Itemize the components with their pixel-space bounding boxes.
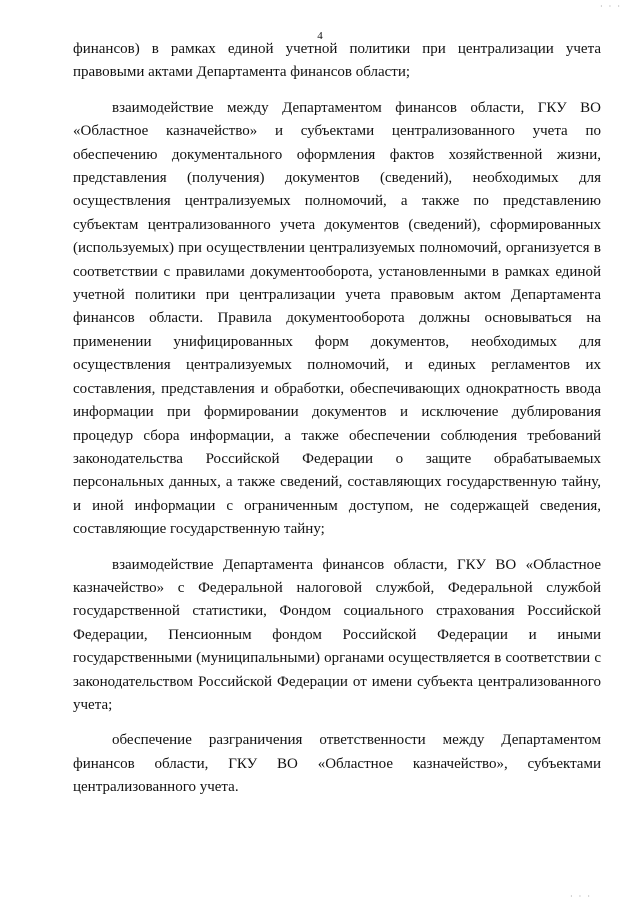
paragraph-gap bbox=[73, 717, 601, 729]
paragraph-document-flow: взаимодействие между Департаментом финансов области, ГКУ ВО «Областное казначейство» и субъектами централизованного учета по обеспечению документального оформления фактов хозяйственной жизни, представления (получения) документов (сведений), необходимых для осуществления централизуемых полномочий, а также по представлению субъектам централизованного учета документов (сведений), сформированных (используемых) при осуществлении централизуемых полномочий, организуется в соответствии с правилами документооборота, установленными в рамках единой учетной политики при централизации учета правовым актом Департамента финансов области. Правила документооборота должны основываться на применении унифицированных форм документов, необходимых для осуществления централизуемых полномочий, и единых регламентов их составления, представления и обработки, обеспечивающих однократность ввода информации при формировании документов и исключение дублирования процедур сбора информации, а также обеспечении соблюдения требований законодательства Российской Федерации о защите обрабатываемых персональных данных, а также сведений, составляющих государственную тайну, и иной информации с ограниченным доступом, не содержащей сведения, составляющие государственную тайну; bbox=[73, 99, 601, 538]
paragraph-continuation: финансов) в рамках единой учетной политики при централизации учета правовыми актами Департамента финансов области; bbox=[73, 41, 601, 81]
page-number: 4 bbox=[317, 30, 323, 42]
document-body bbox=[73, 38, 601, 800]
paragraph-gap bbox=[73, 542, 601, 554]
paragraph-responsibility: обеспечение разграничения ответственности между Департаментом финансов области, ГКУ ВО «Областное казначейство», субъектами централизованного учета. bbox=[73, 732, 601, 796]
scan-mark-bottom: · · · bbox=[570, 892, 592, 901]
paragraph-agency-interaction: взаимодействие Департамента финансов области, ГКУ ВО «Областное казначейство» с Федеральной налоговой службой, Федеральной службой государственной статистики, Фондом социального страхования Российской Федерации, Пенсионным фондом Российской Федерации и иными государственными (муниципальными) органами осуществляется в соответствии с законодательством Российской Федерации от имени субъекта централизованного учета; bbox=[73, 556, 601, 713]
paragraph-gap bbox=[73, 85, 601, 97]
scan-mark-top: · · · bbox=[600, 2, 622, 11]
